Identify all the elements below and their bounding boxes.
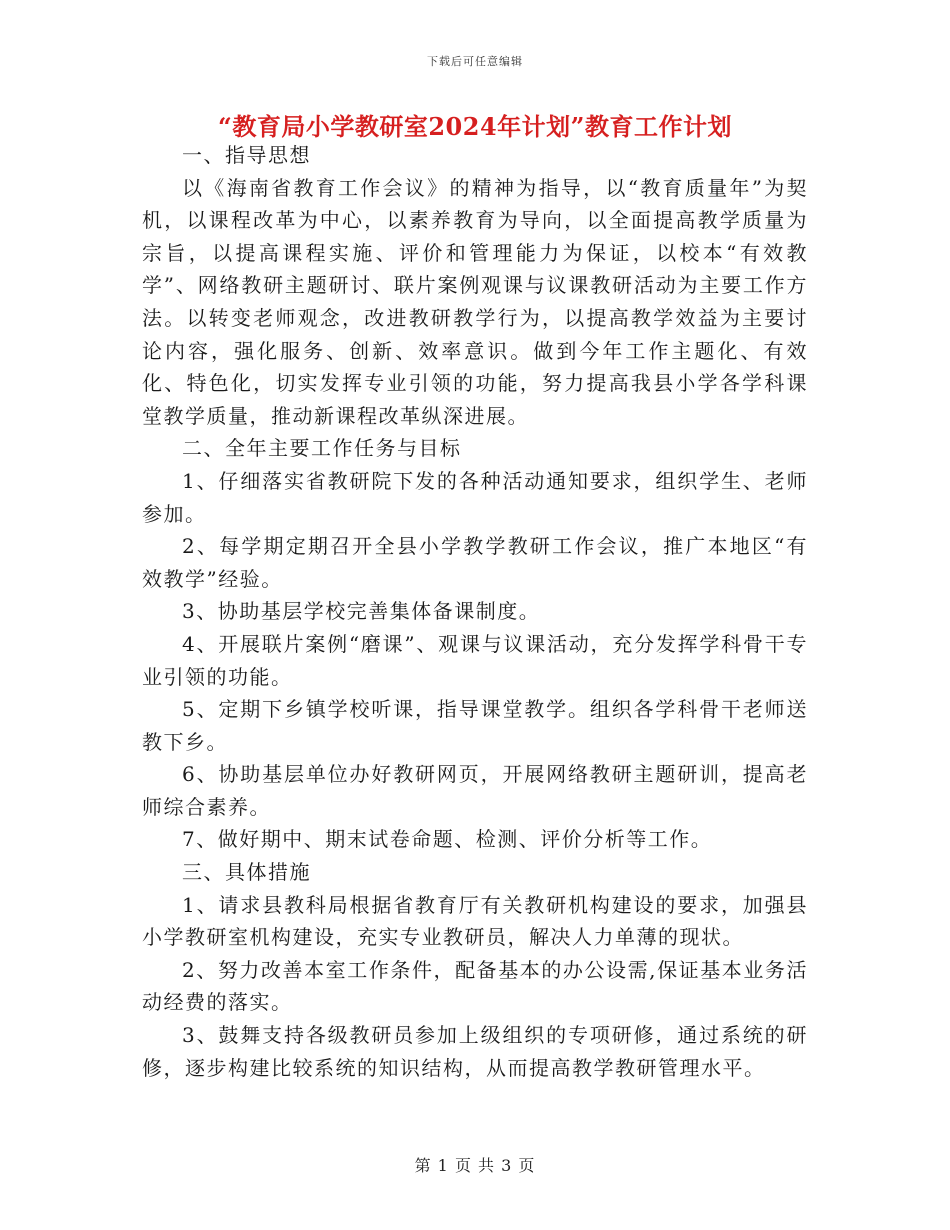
list-item-task-1: 1、仔细落实省教研院下发的各种活动通知要求，组织学生、老师参加。: [142, 468, 808, 526]
page-header-note: 下载后可任意编辑: [427, 55, 523, 68]
list-item-task-3: 3、协助基层学校完善集体备课制度。: [182, 599, 541, 624]
list-item-measure-2: 2、努力改善本室工作条件，配备基本的办公设需,保证基本业务活动经费的落实。: [142, 957, 808, 1015]
list-item-task-4: 4、开展联片案例“磨课”、观课与议课活动，充分发挥学科骨干专业引领的功能。: [142, 631, 808, 689]
section-heading-measures: 三、具体措施: [182, 860, 311, 885]
page-footer-page-number: 第 1 页 共 3 页: [414, 1156, 536, 1175]
list-item-measure-1: 1、请求县教科局根据省教育厅有关教研机构建设的要求，加强县小学教研室机构建设，充实专业教研员，解决人力单薄的现状。: [142, 892, 808, 950]
list-item-task-7: 7、做好期中、期末试卷命题、检测、评价分析等工作。: [182, 827, 713, 852]
section-heading-guiding-thought: 一、指导思想: [182, 143, 311, 167]
paragraph-guiding-thought: 以《海南省教育工作会议》的精神为指导，以“教育质量年”为契机，以课程改革为中心，以素养教育为导向，以全面提高教学质量为宗旨，以提高课程实施、评价和管理能力为保证，以校本“有效教学”、网络教研主题研讨、联片案例观课与议课教研活动为主要工作方法。以转变老师观念，改进教研教学行为，以提高教学效益为主要讨论内容，强化服务、创新、效率意识。做到今年工作主题化、有效化、特色化，切实发挥专业引领的功能，努力提高我县小学各学科课堂教学质量，推动新课程改革纵深进展。: [142, 175, 808, 428]
list-item-task-6: 6、协助基层单位办好教研网页，开展网络教研主题研训，提高老师综合素养。: [142, 762, 808, 819]
document-title: “教育局小学教研室2024年计划”教育工作计划: [218, 112, 732, 141]
section-heading-tasks-goals: 二、全年主要工作任务与目标: [182, 436, 462, 461]
document-body: [142, 139, 808, 1084]
list-item-measure-3: 3、鼓舞支持各级教研员参加上级组织的专项研修，通过系统的研修，逐步构建比较系统的知识结构，从而提高教学教研管理水平。: [142, 1023, 808, 1080]
list-item-task-2: 2、每学期定期召开全县小学教学教研工作会议，推广本地区“有效教学”经验。: [142, 534, 808, 591]
list-item-task-5: 5、定期下乡镇学校听课，指导课堂教学。组织各学科骨干老师送教下乡。: [142, 697, 808, 754]
